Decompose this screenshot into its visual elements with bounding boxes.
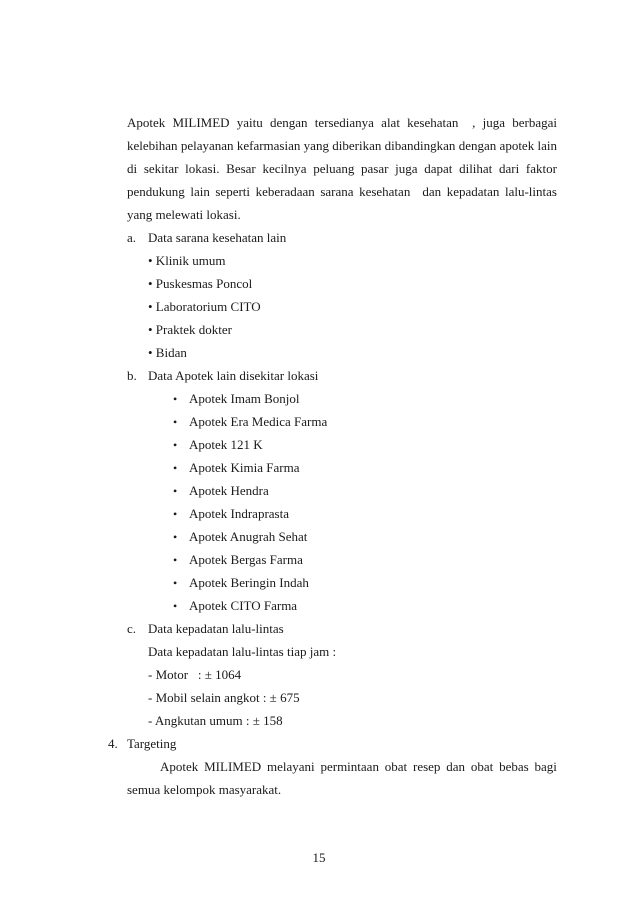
list-item: • Praktek dokter bbox=[148, 322, 232, 337]
list-item: Apotek Hendra bbox=[189, 483, 269, 498]
list-item: - Motor : ± 1064 bbox=[148, 667, 242, 682]
word: dengan bbox=[458, 138, 497, 153]
intro-line-4 bbox=[127, 184, 557, 200]
word: keberadaan bbox=[255, 184, 315, 199]
word: apotek bbox=[499, 138, 535, 153]
list-item: Apotek 121 K bbox=[189, 437, 263, 452]
list-item: Apotek Anugrah Sehat bbox=[189, 529, 308, 544]
section-b-marker: b. bbox=[127, 368, 137, 383]
word: dan bbox=[415, 184, 442, 199]
word: kepadatan bbox=[446, 184, 500, 199]
section-4-marker: 4. bbox=[108, 736, 118, 751]
word: resep bbox=[413, 759, 441, 774]
list-item: Apotek CITO Farma bbox=[189, 598, 298, 613]
word: kesehatan bbox=[407, 115, 459, 130]
bullet-icon: • bbox=[173, 553, 178, 567]
bullet-icon: • bbox=[173, 599, 178, 613]
bullet-icon: • bbox=[173, 507, 178, 521]
targeting-line-2: semua kelompok masyarakat. bbox=[127, 782, 282, 797]
list-item: • Laboratorium CITO bbox=[148, 299, 261, 314]
word: tersedianya bbox=[314, 115, 374, 130]
word: Apotek bbox=[127, 115, 166, 130]
word: MILIMED bbox=[172, 115, 230, 130]
word: seperti bbox=[215, 184, 251, 199]
section-a-title: Data sarana kesehatan lain bbox=[148, 230, 287, 245]
word: faktor bbox=[525, 161, 557, 176]
word: kelebihan bbox=[127, 138, 178, 153]
bullet-icon: • bbox=[173, 530, 178, 544]
section-c-title: Data kepadatan lalu-lintas bbox=[148, 621, 284, 636]
word: dilihat bbox=[459, 161, 493, 176]
bullet-icon: • bbox=[173, 392, 178, 406]
word: bagi bbox=[534, 759, 557, 774]
word: bebas bbox=[499, 759, 529, 774]
word: peluang bbox=[313, 161, 355, 176]
list-item: - Mobil selain angkot : ± 675 bbox=[148, 690, 300, 705]
word: dapat bbox=[424, 161, 453, 176]
word: Besar bbox=[226, 161, 256, 176]
bullet-icon: • bbox=[173, 415, 178, 429]
bullet-icon: • bbox=[173, 484, 178, 498]
word: dari bbox=[498, 161, 520, 176]
word: permintaan bbox=[320, 759, 379, 774]
bullet-icon: • bbox=[173, 438, 178, 452]
list-item: Apotek Era Medica Farma bbox=[189, 414, 328, 429]
word: pasar bbox=[361, 161, 389, 176]
list-item: • Bidan bbox=[148, 345, 187, 360]
section-a-marker: a. bbox=[127, 230, 137, 245]
word: diberikan bbox=[332, 138, 382, 153]
page-number: 15 bbox=[312, 850, 326, 865]
word: yaitu bbox=[236, 115, 263, 130]
word: dibandingkan bbox=[384, 138, 456, 153]
list-item: Apotek Indraprasta bbox=[189, 506, 289, 521]
word: sekitar bbox=[143, 161, 179, 176]
list-item: Apotek Imam Bonjol bbox=[189, 391, 300, 406]
word: melayani bbox=[266, 759, 315, 774]
list-item: Apotek Beringin Indah bbox=[189, 575, 309, 590]
list-item: • Klinik umum bbox=[148, 253, 226, 268]
word: sarana bbox=[320, 184, 354, 199]
section-c-subtitle: Data kepadatan lalu-lintas tiap jam : bbox=[148, 644, 337, 659]
word: juga bbox=[482, 115, 505, 130]
word: obat bbox=[384, 759, 408, 774]
word: lain bbox=[537, 138, 557, 153]
list-item: Apotek Kimia Farma bbox=[189, 460, 300, 475]
bullet-icon: • bbox=[173, 576, 178, 590]
section-c-marker: c. bbox=[127, 621, 137, 636]
word: pendukung bbox=[127, 184, 185, 199]
word: kesehatan bbox=[359, 184, 411, 199]
word: berbagai bbox=[512, 115, 557, 130]
bullet-icon: • bbox=[173, 461, 178, 475]
section-b-title: Data Apotek lain disekitar lokasi bbox=[148, 368, 319, 383]
word: di bbox=[127, 161, 138, 176]
word: obat bbox=[470, 759, 494, 774]
word: alat bbox=[381, 115, 400, 130]
word: juga bbox=[395, 161, 418, 176]
word: kecilnya bbox=[262, 161, 307, 176]
word: kefarmasian bbox=[236, 138, 301, 153]
word: dengan bbox=[269, 115, 308, 130]
word: lain bbox=[190, 184, 210, 199]
list-item: • Puskesmas Poncol bbox=[148, 276, 253, 291]
word: lokasi. bbox=[185, 161, 220, 176]
targeting-line-1 bbox=[160, 759, 557, 775]
word: pelayanan bbox=[180, 138, 234, 153]
word: lalu-lintas bbox=[504, 184, 557, 199]
intro-line-5: yang melewati lokasi. bbox=[127, 207, 241, 222]
word: Apotek bbox=[160, 759, 199, 774]
list-item: Apotek Bergas Farma bbox=[189, 552, 303, 567]
intro-line-1 bbox=[127, 115, 557, 131]
word: , bbox=[465, 115, 476, 130]
list-item: - Angkutan umum : ± 158 bbox=[148, 713, 283, 728]
intro-line-2 bbox=[127, 138, 557, 154]
intro-line-3 bbox=[127, 161, 557, 177]
word: MILIMED bbox=[204, 759, 262, 774]
section-4-title: Targeting bbox=[127, 736, 177, 751]
word: yang bbox=[303, 138, 329, 153]
word: dan bbox=[446, 759, 466, 774]
